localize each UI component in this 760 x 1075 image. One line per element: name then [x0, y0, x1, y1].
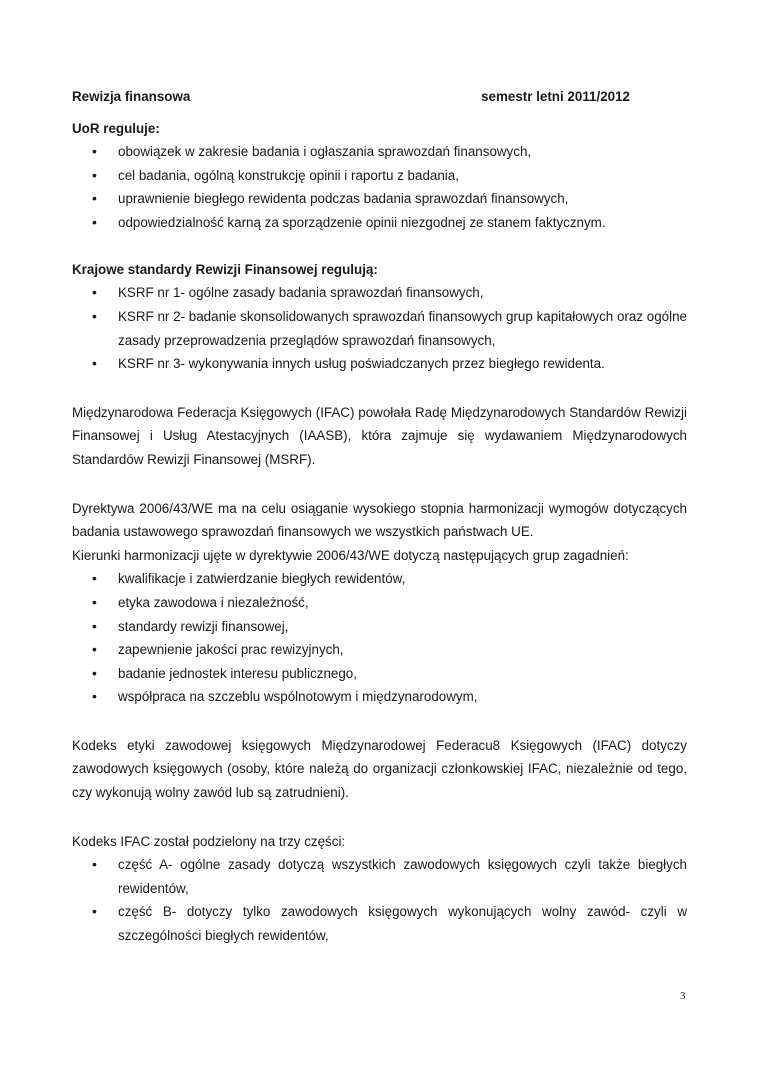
list-item: • uprawnienie biegłego rewidenta podczas badania sprawozdań finansowych,: [72, 187, 687, 211]
list-item: • obowiązek w zakresie badania i ogłaszania sprawozdań finansowych,: [72, 140, 687, 164]
directive-intro: Kierunki harmonizacji ujęte w dyrektywie 2006/43/WE dotyczą następujących grup zagadnień:: [72, 547, 629, 563]
list-item: • KSRF nr 3- wykonywania innych usług poświadczanych przez biegłego rewidenta.: [72, 352, 687, 376]
list-item: • etyka zawodowa i niezależność,: [72, 591, 687, 615]
ksrf-heading: Krajowe standardy Rewizji Finansowej regulują:: [72, 262, 378, 278]
list-item: • badanie jednostek interesu publicznego,: [72, 662, 687, 686]
ethics-paragraph: Kodeks etyki zawodowej księgowych Międzynarodowej Federacu8 Księgowych (IFAC) dotyczy zawodowych księgowych (osoby, które należą do organizacji członkowskiej IFAC, niezależnie od tego, czy wykonują wolny zawód lub są zatrudnieni).: [72, 737, 687, 801]
list-item: • cel badania, ogólną konstrukcję opinii i raportu z badania,: [72, 164, 687, 188]
list-item: • KSRF nr 2- badanie skonsolidowanych sprawozdań finansowych grup kapitałowych oraz ogólne zasady przeprowadzenia przeglądów sprawozdań finansowych,: [72, 305, 687, 352]
code-list: [72, 853, 687, 947]
uor-heading: UoR reguluje:: [72, 121, 160, 136]
semester-label: semestr letni 2011/2012: [481, 89, 630, 104]
document-page: [72, 86, 687, 948]
ifac-paragraph: Międzynarodowa Federacja Księgowych (IFAC) powołała Radę Międzynarodowych Standardów Rewizji Finansowej i Usług Atestacyjnych (IAASB), która zajmuje się wydawaniem Międzynarodowych Standardów Rewizji Finansowej (MSRF).: [72, 404, 687, 467]
list-item: • standardy rewizji finansowej,: [72, 615, 687, 639]
document-title: Rewizja finansowa: [72, 89, 191, 104]
directive-list: [72, 567, 687, 709]
page-number: 3: [680, 990, 686, 1002]
list-item: • współpraca na szczeblu wspólnotowym i międzynarodowym,: [72, 685, 687, 709]
list-item: • KSRF nr 1- ogólne zasady badania sprawozdań finansowych,: [72, 281, 687, 305]
uor-list: [72, 140, 687, 234]
ksrf-list: [72, 281, 687, 375]
list-item: • część B- dotyczy tylko zawodowych księgowych wykonujących wolny zawód- czyli w szczególności biegłych rewidentów,: [72, 900, 687, 947]
list-item: • zapewnienie jakości prac rewizyjnych,: [72, 638, 687, 662]
code-intro: Kodeks IFAC został podzielony na trzy części:: [72, 833, 346, 849]
document-header: [72, 86, 687, 108]
list-item: • część A- ogólne zasady dotyczą wszystkich zawodowych księgowych czyli także biegłych rewidentów,: [72, 853, 687, 900]
list-item: • odpowiedzialność karną za sporządzenie opinii niezgodnej ze stanem faktycznym.: [72, 211, 687, 235]
list-item: • kwalifikacje i zatwierdzanie biegłych rewidentów,: [72, 567, 687, 591]
directive-paragraph: Dyrektywa 2006/43/WE ma na celu osiąganie wysokiego stopnia harmonizacji wymogów dotyczących badania ustawowego sprawozdań finansowych we wszystkich państwach UE.: [72, 500, 687, 540]
